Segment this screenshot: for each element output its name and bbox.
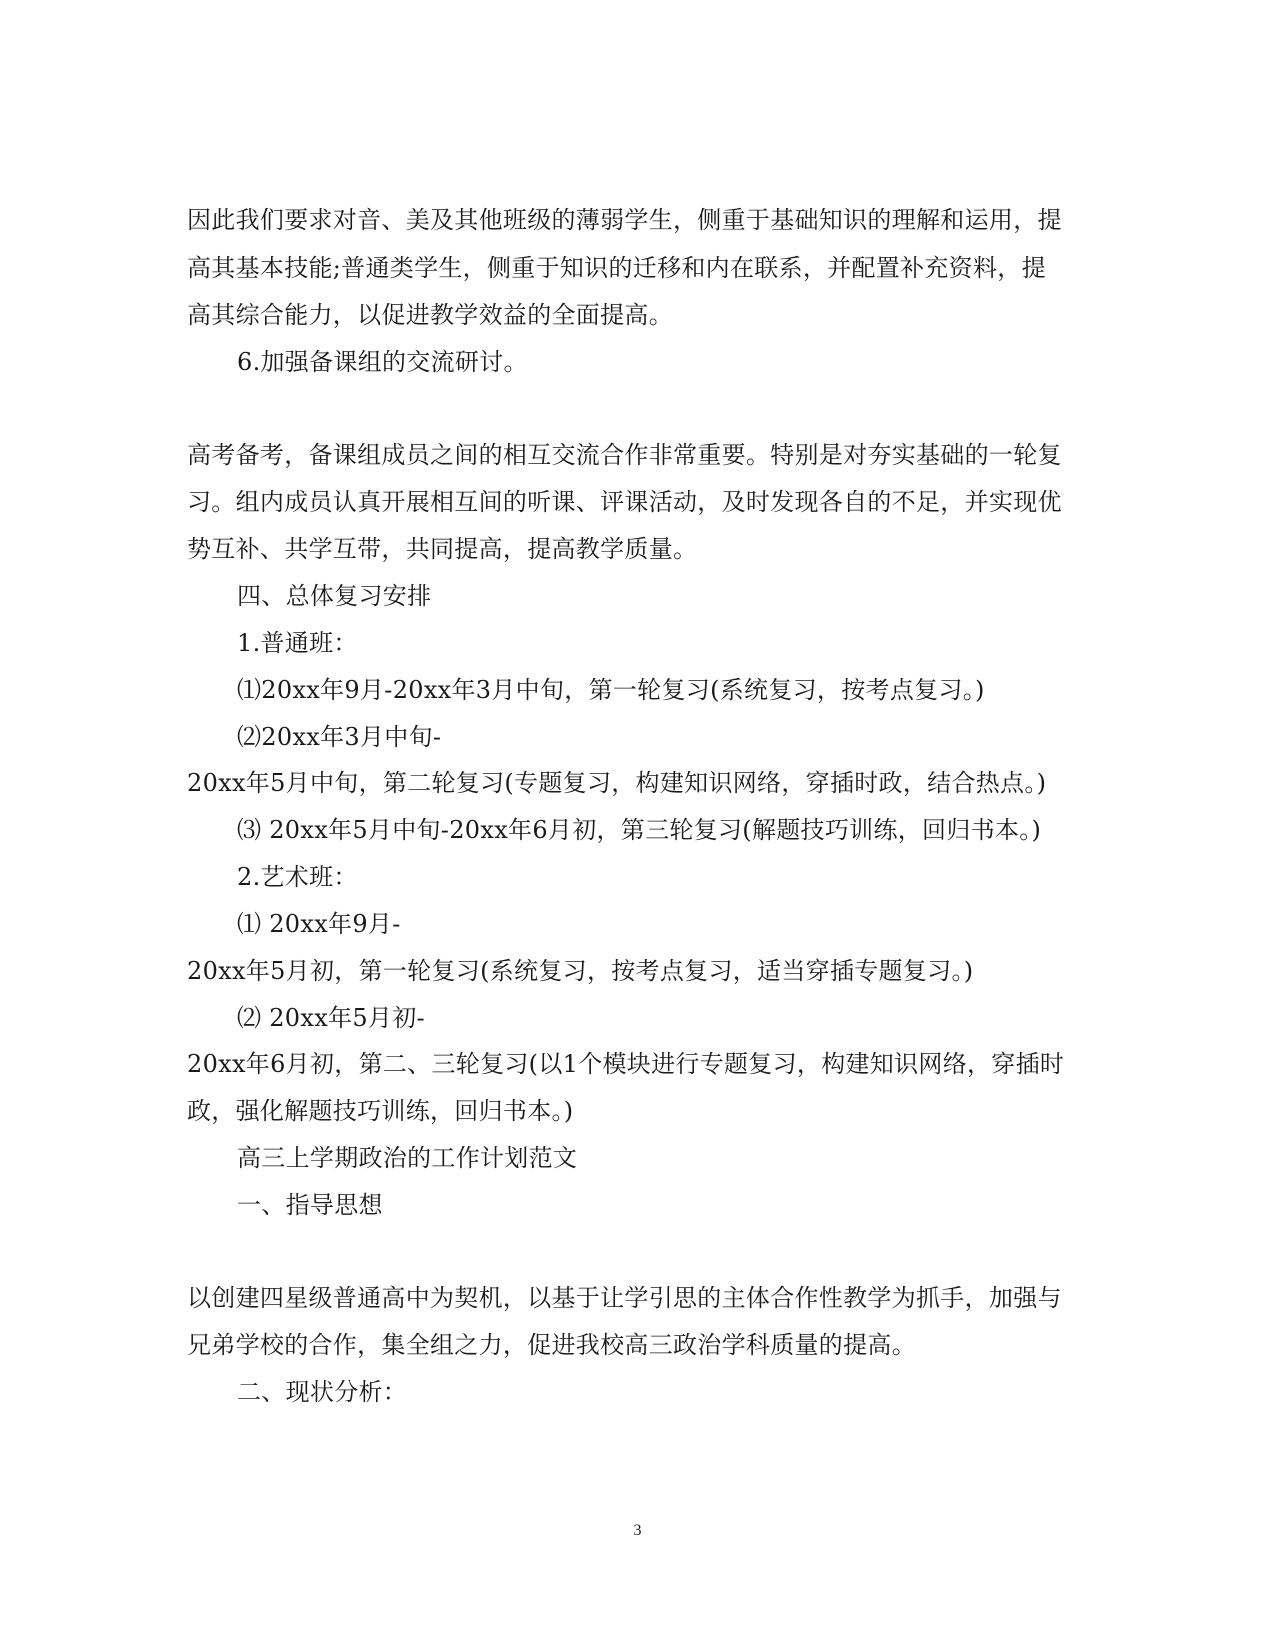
- list-item-continuation: 20xx年6月初，第二、三轮复习(以1个模块进行专题复习，构建知识网络，穿插时: [187, 1050, 1065, 1078]
- paragraph-line: 兄弟学校的合作，集全组之力，促进我校高三政治学科质量的提高。: [187, 1331, 916, 1359]
- paragraph-line: 势互补、共学互带，共同提高，提高教学质量。: [187, 535, 698, 563]
- list-item: ⑴20xx年9月-20xx年3月中旬，第一轮复习(系统复习，按考点复习。): [237, 676, 985, 704]
- page-number: 3: [633, 1522, 642, 1539]
- paragraph-line: 习。组内成员认真开展相互间的听课、评课活动，及时发现各自的不足，并实现优: [187, 488, 1062, 516]
- section-heading: 二、现状分析：: [237, 1378, 408, 1406]
- paragraph-line: 因此我们要求对音、美及其他班级的薄弱学生，侧重于基础知识的理解和运用，提: [187, 206, 1062, 234]
- section-heading: 四、总体复习安排: [237, 582, 432, 610]
- list-heading: 1.普通班：: [237, 629, 358, 657]
- list-item: ⑵ 20xx年5月初-: [237, 1004, 425, 1032]
- document-subtitle: 高三上学期政治的工作计划范文: [237, 1144, 578, 1172]
- list-item: ⑶ 20xx年5月中旬-20xx年6月初，第三轮复习(解题技巧训练，回归书本。): [237, 816, 1042, 844]
- list-item: ⑴ 20xx年9月-: [237, 910, 401, 938]
- list-item-continuation: 政，强化解题技巧训练，回归书本。): [187, 1097, 574, 1125]
- paragraph-line: 以创建四星级普通高中为契机，以基于让学引思的主体合作性教学为抓手，加强与: [187, 1284, 1062, 1312]
- list-heading: 2.艺术班：: [237, 863, 358, 891]
- paragraph-line: 高其综合能力，以促进教学效益的全面提高。: [187, 301, 673, 329]
- section-heading: 6.加强备课组的交流研讨。: [237, 348, 528, 376]
- list-item-continuation: 20xx年5月中旬，第二轮复习(专题复习，构建知识网络，穿插时政，结合热点。): [187, 769, 1047, 797]
- paragraph-line: 高考备考，备课组成员之间的相互交流合作非常重要。特别是对夯实基础的一轮复: [187, 441, 1062, 469]
- list-item-continuation: 20xx年5月初，第一轮复习(系统复习，按考点复习，适当穿插专题复习。): [187, 957, 974, 985]
- section-heading: 一、指导思想: [237, 1191, 383, 1219]
- paragraph-line: 高其基本技能;普通类学生，侧重于知识的迁移和内在联系，并配置补充资料，提: [187, 254, 1046, 282]
- list-item: ⑵20xx年3月中旬-: [237, 723, 442, 751]
